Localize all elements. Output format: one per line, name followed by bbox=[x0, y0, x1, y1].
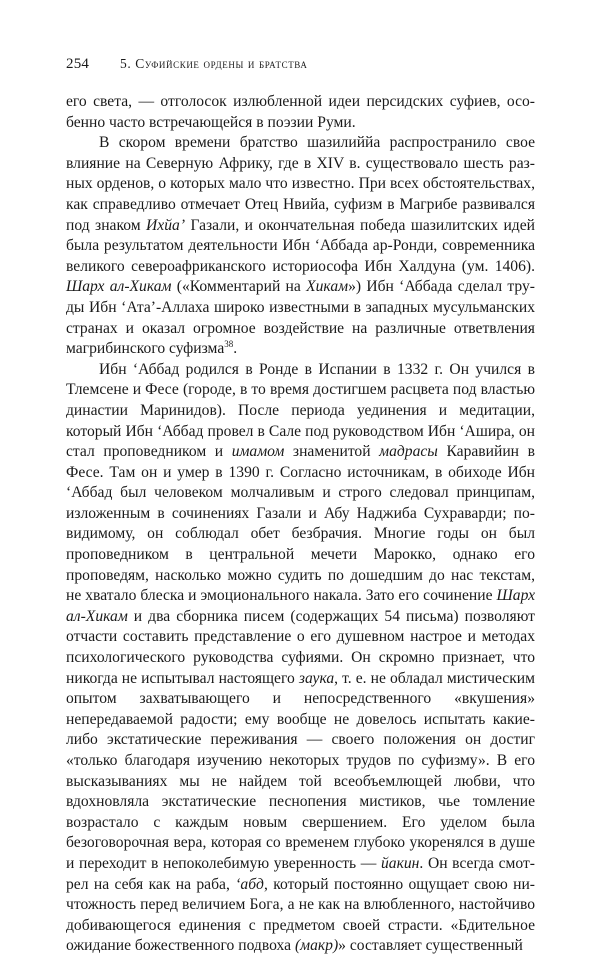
text-run: и два сборника писем (содержащих 54 письма) позволяют отчасти составить представление о его душевном настрое и методах психологического руководства суфиями. Он скромно признает, что никогда не испытывал настоящего bbox=[66, 607, 535, 687]
running-header bbox=[66, 56, 536, 73]
paragraph bbox=[66, 92, 535, 133]
text-run: Каравийин в Фесе. Там он и умер в 1390 г. Согласно источникам, в обиходе Ибн ‘Аббад был человеком молчаливым и строго следовал принципам, изложенным в сочинениях Газали и Абу Наджиба Сухраварди; по-видимому, он соблюдал обет безбрачия. Многие годы он был проповедником в центральной мечети Марокко, однако его проповедям, насколько можно судить по дошедшим до нас текстам, не хватало блеска и эмоционального накала. Зато его сочинение bbox=[66, 443, 535, 605]
italic-term: йакин bbox=[381, 854, 420, 872]
text-run: ») Ибн ‘Аббада сделал труды Ибн ‘Ата’-Аллаха широко известными в западных мусульманских странах и оказал огромное воздействие на различные ответвления магрибинского суфизма bbox=[66, 278, 535, 358]
body-text bbox=[66, 92, 535, 957]
text-run: . bbox=[233, 340, 238, 358]
text-run: Газали, и окончательная победа шазилитских идей была результатом деятельности Ибн ‘Аббада ар-Ронди, современника великого североафриканского историософа Ибн Халдуна (ум. 1406). bbox=[66, 216, 535, 275]
text-run: » составляет существенный bbox=[338, 937, 523, 955]
text-run: знаменитой bbox=[284, 443, 380, 461]
text-run: Ибн ‘Аббад родился в Ронде в Испании в 1332 г. Он учился в Тлемсене и Фесе (городе, в то время достигшем расцвета под властью династии Маринидов). После периода уединения и медитации, который Ибн ‘Аббад провел в Сале под руководством Ибн ‘Ашира, он стал проповедником и bbox=[66, 360, 535, 461]
text-run: В скором времени братство шазилиййа распространило свое влияние на Северную Африку, где в XIV в. существовало шесть разных орденов, о которых мало что известно. При всех обстоятельствах, как справедливо отмечает Отец Нвийа, суфизм в Магрибе развивался под знаком bbox=[66, 134, 535, 234]
text-run: , который постоянно ощущает свою ничтожность перед величием Бога, а не как на влюбленного, настойчиво добивающегося единения с предметом своей страсти. «Бдительное ожидание божественного подвоха bbox=[66, 875, 535, 955]
italic-term: ‘абд bbox=[235, 875, 264, 893]
paragraph bbox=[66, 133, 535, 360]
italic-term: (макр) bbox=[294, 937, 339, 955]
italic-term: Шарх ал-Хикам bbox=[66, 278, 172, 296]
italic-term: имамом bbox=[231, 443, 285, 461]
text-run: его света, — отголосок излюбленной идеи персидских суфиев, особенно часто встречающейся в поэзии Руми. bbox=[66, 93, 535, 131]
italic-term: заука bbox=[298, 669, 335, 687]
page-number: 254 bbox=[66, 56, 90, 72]
italic-term: Хикам bbox=[306, 278, 349, 296]
paragraph bbox=[66, 360, 535, 957]
footnote-ref: 38 bbox=[224, 339, 234, 350]
text-run: («Комментарий на bbox=[171, 278, 307, 296]
text-run: , т. е. не обладал мистическим опытом захватывающего и непосредственного «вкушения» непередаваемой радости; ему вообще не довелось испытать какие-либо экстатические переживания — своего положения он достиг «только благодаря изучению некоторых трудов по суфизму». В его высказываниях мы не найдем той всеобъемлющей любви, что вдохновляла экстатические песнопения мистиков, чье томление возрастало с каждым новым свершением. Его уделом была безоговорочная вера, которая со временем глубоко укоренялся в душе и переходит в непоколебимую уверенность — bbox=[66, 669, 535, 872]
text-run: . Он всегда смотрел на себя как на раба, bbox=[66, 854, 535, 893]
italic-term: мадрасы bbox=[379, 443, 438, 461]
italic-term: Шарх ал-Хикам bbox=[66, 587, 535, 625]
italic-term: Ихйа’ bbox=[146, 216, 186, 234]
running-title: 5. Суфийские ордены и братства bbox=[120, 56, 308, 71]
